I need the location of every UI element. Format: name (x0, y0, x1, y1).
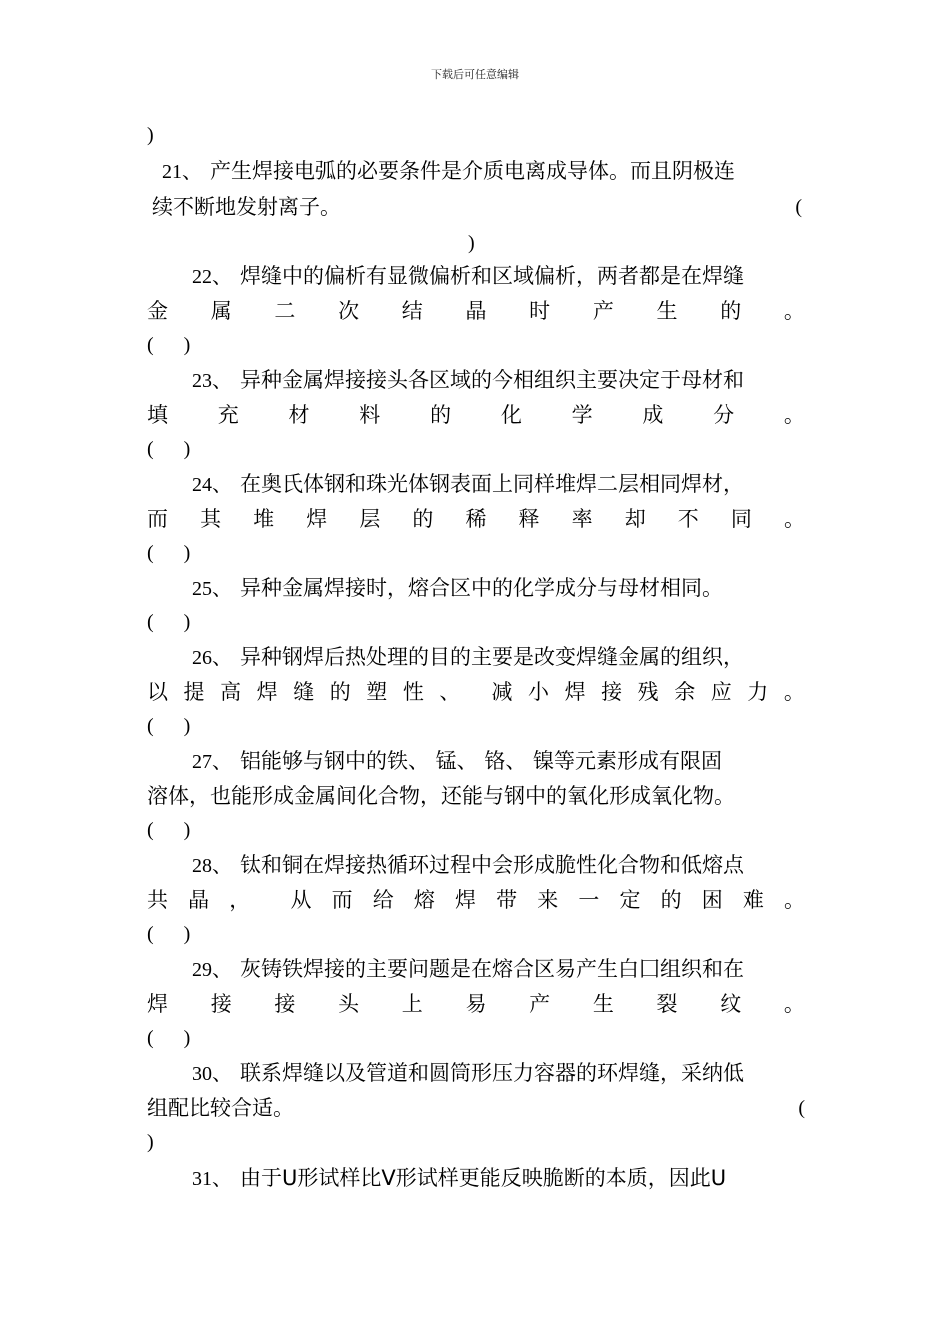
spread-character: 金 (147, 299, 168, 323)
spread-character: 晶 (465, 299, 487, 323)
spread-character: 应 (710, 680, 732, 704)
spread-character: 带 (496, 888, 518, 912)
question-22-line1: 22、 焊缝中的偏析有显微偏析和区域偏析，两者都是在焊缝 (192, 264, 744, 288)
spread-character: 困 (701, 888, 723, 912)
spread-character: 分 (713, 403, 735, 427)
spread-character: 难 (742, 888, 764, 912)
spread-character: 的 (329, 680, 351, 704)
question-28-line1: 28、 钛和铜在焊接热循环过程中会形成脆性化合物和低熔点 (192, 853, 744, 877)
spread-character: 的 (720, 299, 742, 323)
question-number: 21、 (162, 161, 202, 183)
spread-character: 共 (147, 888, 168, 912)
question-24-line2 (147, 504, 805, 534)
spread-character: 接 (601, 680, 623, 704)
page-header: 下载后可任意编辑 (431, 68, 519, 81)
spread-character: 性 (402, 680, 424, 704)
spread-character: 力 (747, 680, 769, 704)
spread-character: 充 (217, 403, 239, 427)
spread-character: 。 (783, 403, 805, 427)
spread-character: 。 (783, 299, 805, 323)
spread-character: 塑 (366, 680, 388, 704)
spread-character: 残 (637, 680, 659, 704)
spread-character: 填 (147, 403, 168, 427)
spread-character: 成 (642, 403, 664, 427)
spread-character: 率 (571, 507, 593, 531)
spread-character: 生 (592, 992, 614, 1016)
spread-character: 二 (274, 299, 296, 323)
spread-character: 减 (491, 680, 513, 704)
spread-character: 层 (359, 507, 381, 531)
answer-paren: ( ) (147, 542, 191, 564)
spread-character: 、 (439, 680, 461, 704)
question-29-line1: 29、 灰铸铁焊接的主要问题是在熔合区易产生白囗组织和在 (192, 957, 744, 981)
spread-character: 属 (210, 299, 232, 323)
spread-character: 而 (147, 507, 168, 531)
continued-paren: ) (147, 124, 154, 146)
spread-character: 而 (331, 888, 353, 912)
spread-character: 小 (528, 680, 550, 704)
answer-paren-close: ) (147, 1131, 154, 1153)
spread-character: 焊 (306, 507, 328, 531)
spread-character: 料 (359, 403, 381, 427)
spread-character: 的 (430, 403, 452, 427)
spread-character: 生 (656, 299, 678, 323)
spread-character: 却 (624, 507, 646, 531)
question-23-line2 (147, 400, 805, 430)
spread-character: 头 (338, 992, 360, 1016)
spread-character: 上 (401, 992, 423, 1016)
spread-character: 接 (210, 992, 232, 1016)
spread-character: 不 (677, 507, 699, 531)
answer-paren: ( ) (147, 1027, 191, 1049)
answer-paren: ( ) (147, 715, 191, 737)
spread-character: 以 (147, 680, 168, 704)
spread-character: 焊 (455, 888, 476, 912)
spread-character: 熔 (413, 888, 435, 912)
question-27-line2: 溶体，也能形成金属间化合物，还能与钢中的氧化形成氧化物。 (147, 784, 735, 808)
question-21-line2: 续不断地发射离子。 ( (152, 192, 802, 222)
spread-character: 给 (372, 888, 394, 912)
spread-character: 接 (274, 992, 296, 1016)
spread-character: 余 (674, 680, 696, 704)
spread-character: 化 (500, 403, 522, 427)
question-29-line2 (147, 989, 805, 1019)
spread-character: 从 (290, 888, 312, 912)
spread-character: 的 (412, 507, 434, 531)
question-27-line1: 27、 铝能够与钢中的铁、 锰、 铬、 镍等元素形成有限固 (192, 749, 723, 773)
spread-character: 稀 (465, 507, 487, 531)
spread-character: 结 (401, 299, 423, 323)
answer-paren-open: ( (798, 1097, 805, 1119)
answer-paren-close: ) (468, 232, 475, 254)
spread-character: 。 (783, 680, 805, 704)
spread-character: 高 (220, 680, 242, 704)
spread-character: 时 (529, 299, 551, 323)
spread-character: 易 (465, 992, 487, 1016)
spread-character: 来 (537, 888, 559, 912)
spread-character: 焊 (256, 680, 278, 704)
spread-character: 定 (619, 888, 641, 912)
question-21-line1: 21、 产生焊接电弧的必要条件是介质电离成导体。而且阴极连 (162, 159, 735, 183)
question-24-line1: 24、 在奥氏体钢和珠光体钢表面上同样堆焊二层相同焊材， (192, 472, 744, 496)
question-25-line1: 25、 异种金属焊接时，熔合区中的化学成分与母材相同。 (192, 576, 723, 600)
spread-character: 。 (783, 507, 805, 531)
spread-character: 提 (183, 680, 205, 704)
question-28-line2 (147, 885, 805, 915)
spread-character: 焊 (147, 992, 168, 1016)
spread-character: 焊 (564, 680, 586, 704)
answer-paren-open: ( (795, 196, 802, 218)
spread-character: 晶 (188, 888, 210, 912)
question-26-line2 (147, 677, 805, 707)
spread-character: 。 (784, 888, 805, 912)
answer-paren: ( ) (147, 334, 191, 356)
spread-character: ， (229, 888, 251, 912)
question-22-line2 (147, 296, 805, 326)
question-30-line1: 30、 联系焊缝以及管道和圆筒形压力容器的环焊缝，采纳低 (192, 1061, 744, 1085)
spread-character: 的 (660, 888, 682, 912)
spread-character: 纹 (720, 992, 742, 1016)
question-30-line2: 组配比较合适。 ( (147, 1093, 805, 1123)
spread-character: 其 (200, 507, 222, 531)
spread-character: 产 (529, 992, 551, 1016)
answer-paren: ( ) (147, 611, 191, 633)
spread-character: 同 (730, 507, 752, 531)
spread-character: 堆 (253, 507, 275, 531)
spread-character: 缝 (293, 680, 315, 704)
spread-character: 产 (592, 299, 614, 323)
answer-paren: ( ) (147, 438, 191, 460)
spread-character: 学 (571, 403, 593, 427)
spread-character: 释 (518, 507, 540, 531)
answer-paren: ( ) (147, 819, 191, 841)
spread-character: 一 (578, 888, 600, 912)
question-23-line1: 23、 异种金属焊接接头各区域的今相组织主要决定于母材和 (192, 368, 744, 392)
spread-character: 材 (288, 403, 310, 427)
question-26-line1: 26、 异种钢焊后热处理的目的主要是改变焊缝金属的组织， (192, 645, 744, 669)
spread-character: 裂 (656, 992, 678, 1016)
spread-character: 。 (783, 992, 805, 1016)
question-31-line1: 31、 由于U形试样比V形试样更能反映脆断的本质，因此U (192, 1166, 727, 1190)
spread-character: 次 (338, 299, 360, 323)
answer-paren: ( ) (147, 923, 191, 945)
